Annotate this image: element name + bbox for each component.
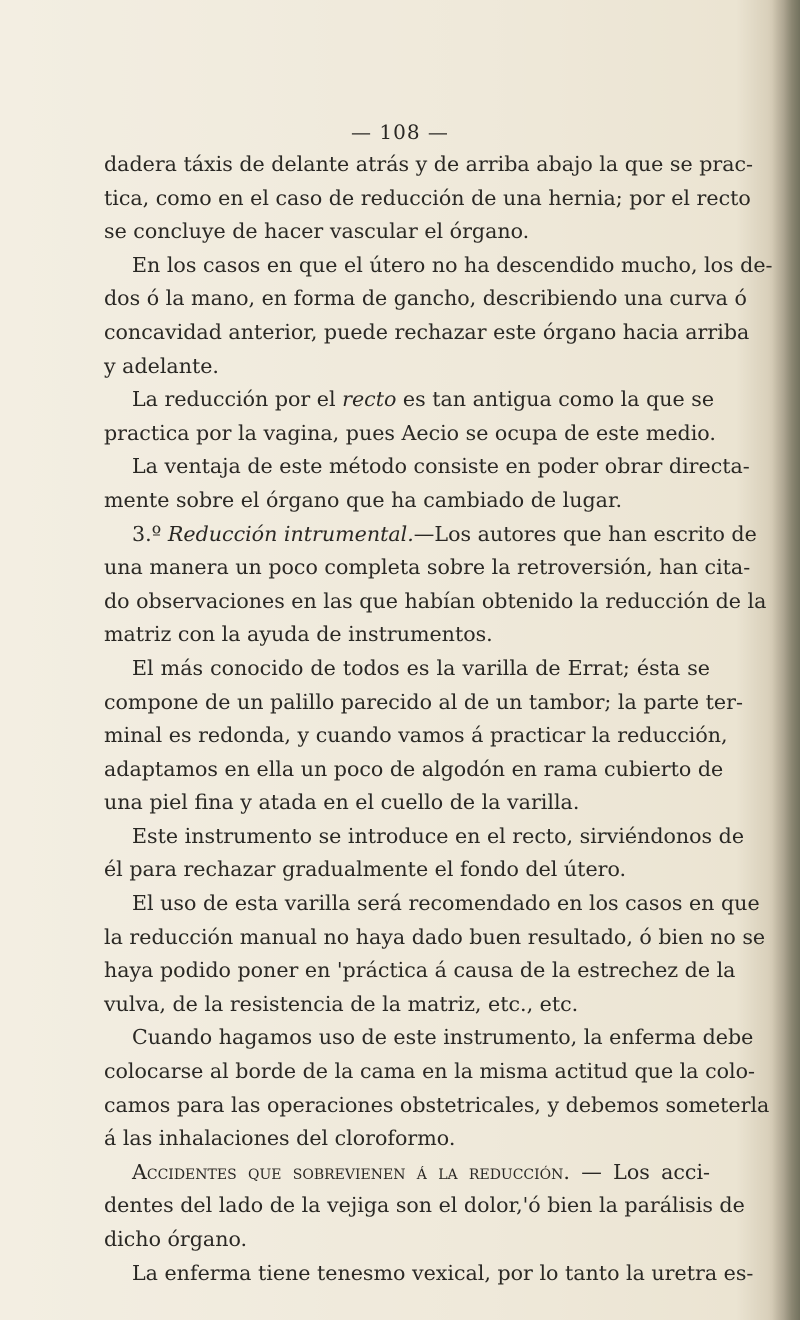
text-line: la reducción manual no haya dado buen resultado, ó bien no se [104, 924, 766, 949]
text-line: vulva, de la resistencia de la matriz, etc., etc. [104, 991, 579, 1016]
text-line: camos para las operaciones obstetricales, y debemos someterla [104, 1092, 770, 1117]
text-line: En los casos en que el útero no ha descendido mucho, los de- [132, 252, 773, 277]
text-line: adaptamos en ella un poco de algodón en rama cubierto de [104, 756, 724, 781]
text-line: practica por la vagina, pues Aecio se ocupa de este medio. [104, 420, 716, 445]
text-line: se concluye de hacer vascular el órgano. [104, 219, 530, 244]
text-line: haya podido poner en 'práctica á causa de la estrechez de la [104, 958, 736, 983]
text-line: El uso de esta varilla será recomendado en los casos en que [132, 891, 760, 916]
text-line: Cuando hagamos uso de este instrumento, la enferma debe [132, 1025, 754, 1050]
text-line: compone de un palillo parecido al de un tambor; la parte ter- [104, 689, 743, 714]
text-line: Este instrumento se introduce en el recto, sirviéndonos de [132, 823, 745, 848]
text-line: una manera un poco completa sobre la retroversión, han cita- [104, 555, 751, 580]
text-line: La ventaja de este método consiste en poder obrar directa- [132, 454, 750, 479]
text-line: mente sobre el órgano que ha cambiado de lugar. [104, 487, 623, 512]
text-line: La reducción por el recto es tan antigua como la que se [132, 387, 715, 412]
text-line: do observaciones en las que habían obtenido la reducción de la [104, 588, 767, 613]
text-line: dos ó la mano, en forma de gancho, describiendo una curva ó [104, 286, 747, 311]
text-line: concavidad anterior, puede rechazar este órgano hacia arriba [104, 319, 750, 344]
page-edge-shadow [772, 0, 800, 1320]
page-number: — 108 — [351, 120, 449, 144]
body-text [104, 148, 773, 1290]
text-line: El más conocido de todos es la varilla de Errat; ésta se [132, 655, 710, 680]
text-line: matriz con la ayuda de instrumentos. [104, 622, 493, 647]
text-line: dicho órgano. [104, 1227, 248, 1251]
text-line: á las inhalaciones del cloroformo. [104, 1126, 456, 1151]
text-line: Accidentes que sobrevienen á la reducción. — Los acci- [132, 1159, 711, 1184]
text-line: minal es redonda, y cuando vamos á practicar la reducción, [104, 723, 728, 748]
text-line: él para rechazar gradualmente el fondo del útero. [104, 857, 627, 882]
text-line: y adelante. [104, 353, 219, 378]
text-line: tica, como en el caso de reducción de una hernia; por el recto [104, 185, 751, 210]
text-line: 3.º Reducción intrumental.—Los autores que han escrito de [132, 521, 757, 546]
text-line: dadera táxis de delante atrás y de arriba abajo la que se prac- [104, 152, 753, 176]
text-line: una piel fina y atada en el cuello de la varilla. [104, 790, 580, 815]
text-line: La enferma tiene tenesmo vexical, por lo tanto la uretra es- [132, 1260, 754, 1285]
text-line: colocarse al borde de la cama en la misma actitud que la colo- [104, 1059, 755, 1084]
text-line: dentes del lado de la vejiga son el dolor,'ó bien la parálisis de [104, 1193, 745, 1218]
